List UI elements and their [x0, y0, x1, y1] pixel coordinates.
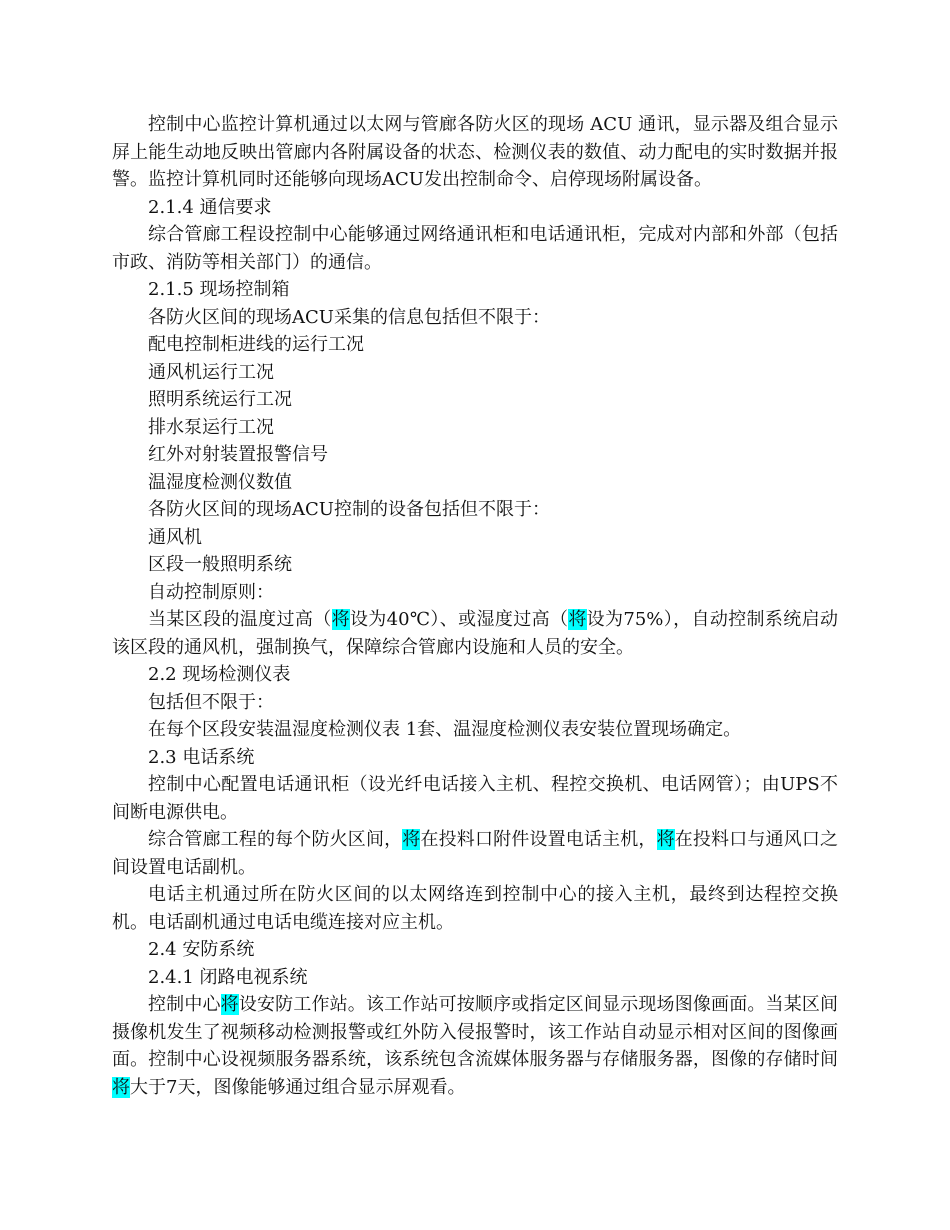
section-heading [112, 744, 838, 772]
paragraph [112, 606, 838, 661]
paragraph [112, 496, 838, 524]
text-run: 设为40℃）、或湿度过高（ [349, 609, 569, 630]
text-run: 在每个区段安装温湿度检测仪表 1套、温湿度检测仪表安装位置现场确定。 [148, 719, 742, 740]
section-heading [112, 276, 838, 304]
text-run: 综合管廊工程设控制中心能够通过网络通讯柜和电话通讯柜，完成对内部和外部（包括市政、消防等相关部门）的通信。 [112, 224, 838, 273]
list-item [112, 359, 838, 387]
text-run: 设为75%），自动控制系统启动该区段的通风机，强制换气，保障综合管廊内设施和人员的安全。 [112, 609, 838, 658]
highlighted-text: 将 [220, 994, 239, 1015]
paragraph [112, 579, 838, 607]
text-run: 配电控制柜进线的运行工况 [148, 334, 364, 355]
paragraph [112, 991, 838, 1101]
highlighted-text: 将 [568, 609, 587, 630]
text-run: 电话主机通过所在防火区间的以太网络连到控制中心的接入主机，最终到达程控交换机。电话副机通过电话电缆连接对应主机。 [112, 884, 838, 933]
list-item [112, 386, 838, 414]
text-run: 当某区段的温度过高（ [148, 609, 332, 630]
highlighted-text: 将 [112, 1076, 130, 1098]
text-run: 各防火区间的现场ACU采集的信息包括但不限于： [148, 306, 550, 328]
text-run: 控制中心监控计算机通过以太网与管廊各防火区的现场 ACU 通讯，显示器及组合显示屏上能生动地反映出管廊内各附属设备的状态、检测仪表的数值、动力配电的实时数据并报警。监控计算机同时还能够向现场ACU发出控制命令、启停现场附属设备。 [112, 114, 838, 190]
document-body [112, 111, 838, 1101]
section-heading [112, 194, 838, 222]
text-run: 通风机 [148, 526, 202, 548]
text-run: 2.2 现场检测仪表 [148, 664, 291, 685]
text-run: 照明系统运行工况 [148, 389, 292, 410]
text-run: 2.4 安防系统 [148, 939, 255, 960]
text-run: 自动控制原则： [148, 581, 274, 603]
paragraph [112, 826, 838, 881]
text-run: 设安防工作站。该工作站可按顺序或指定区间显示现场图像画面。当某区间摄像机发生了视频移动检测报警或红外防入侵报警时，该工作站自动显示相对区间的图像画面。控制中心设视频服务器系统，该系统包含流媒体服务器与存储服务器，图像的存储时间 [112, 994, 839, 1070]
text-run: 在投料口与通风口之间设置电话副机。 [112, 829, 839, 878]
paragraph [112, 304, 838, 332]
text-run: 2.3 电话系统 [148, 746, 255, 768]
text-run: 区段一般照明系统 [148, 554, 292, 575]
text-run: 在投料口附件设置电话主机， [420, 829, 657, 850]
text-run: 2.4.1 闭路电视系统 [148, 966, 308, 988]
section-heading [112, 936, 838, 964]
text-run: 大于7天，图像能够通过组合显示屏观看。 [130, 1076, 466, 1098]
list-item [112, 414, 838, 442]
highlighted-text: 将 [656, 829, 675, 850]
text-run: 通风机运行工况 [148, 361, 274, 383]
text-run: 各防火区间的现场ACU控制的设备包括但不限于： [148, 499, 550, 520]
list-item [112, 469, 838, 497]
paragraph [112, 881, 838, 936]
list-item [112, 524, 838, 552]
paragraph [112, 771, 838, 826]
text-run: 包括但不限于： [148, 691, 274, 713]
text-run: 控制中心配置电话通讯柜（设光纤电话接入主机、程控交换机、电话网管）；由UPS不间断电源供电。 [112, 774, 838, 823]
text-run: 控制中心 [148, 994, 221, 1015]
paragraph [112, 716, 838, 744]
list-item [112, 551, 838, 579]
paragraph [112, 689, 838, 717]
text-run: 综合管廊工程的每个防火区间， [148, 829, 403, 850]
paragraph [112, 221, 838, 276]
highlighted-text: 将 [402, 829, 421, 850]
text-run: 排水泵运行工况 [148, 416, 274, 438]
highlighted-text: 将 [331, 609, 350, 630]
list-item [112, 441, 838, 469]
text-run: 红外对射装置报警信号 [148, 444, 328, 465]
text-run: 2.1.5 现场控制箱 [148, 279, 290, 300]
section-heading [112, 964, 838, 992]
list-item [112, 331, 838, 359]
text-run: 温湿度检测仪数值 [148, 471, 292, 493]
paragraph [112, 111, 838, 194]
section-heading [112, 661, 838, 689]
text-run: 2.1.4 通信要求 [148, 196, 272, 218]
